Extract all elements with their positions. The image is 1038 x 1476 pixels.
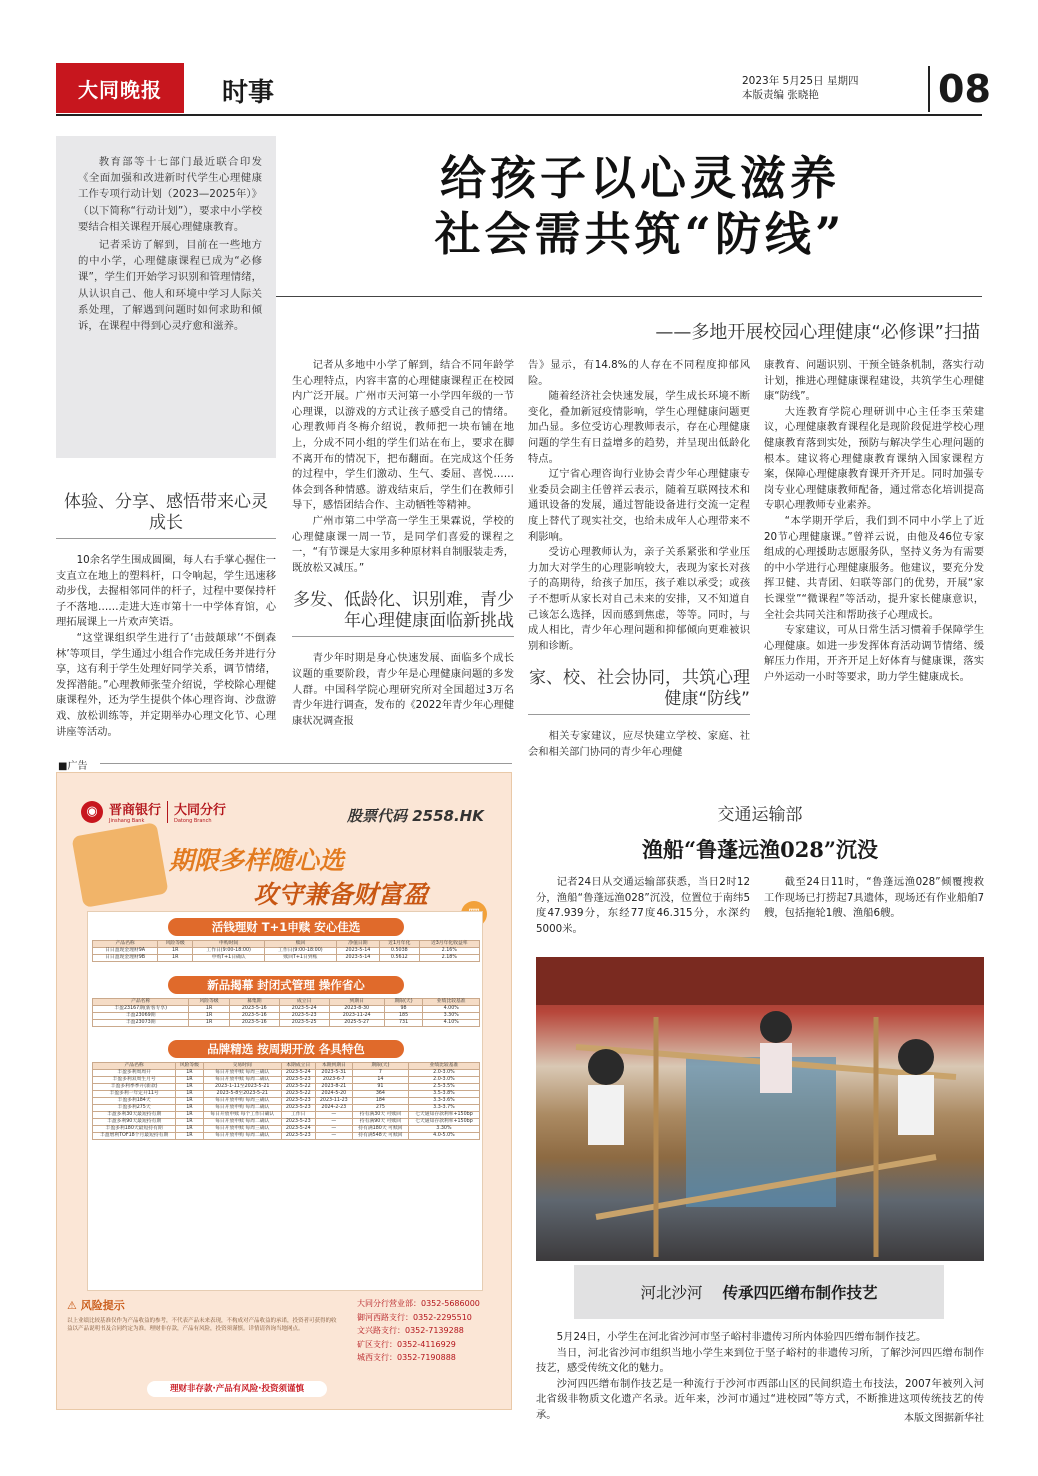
table-cell: 2023-5-23 bbox=[281, 1077, 315, 1084]
table-header-cell: 申购时间 bbox=[193, 941, 265, 948]
page-number: 08 bbox=[928, 66, 991, 112]
table-header-cell: 近1月年化 bbox=[380, 941, 420, 948]
table-cell: 2.5-3.5% bbox=[408, 1084, 479, 1091]
table-header-cell: 募集期 bbox=[229, 999, 279, 1006]
table-cell: 1R bbox=[189, 1020, 229, 1027]
table-cell: 91 bbox=[352, 1084, 408, 1091]
table-cell: 98 bbox=[384, 1006, 423, 1013]
table-cell: 2023-8-21 bbox=[315, 1084, 352, 1091]
table-row bbox=[93, 1112, 480, 1119]
article-paragraph: “这堂课组织学生进行了‘击鼓颠球’‘不倒森林’等项目，学生通过小组合作完成任务并进行分享，这有利于学生处理好同学关系，调节情绪，发挥潜能。”心理教师张莹介绍说，学校除心理健康课程外，还为学生提供个体心理咨询、沙盘游戏、放松训练等，并定期举办心理文化节、心理讲座等活动。 bbox=[56, 631, 276, 738]
table-cell: 2024-2-23 bbox=[315, 1105, 352, 1112]
table-row bbox=[93, 1133, 480, 1140]
table-cell: 持有满30天 可赎回 bbox=[352, 1112, 408, 1119]
table-cell: 0.5612 bbox=[380, 955, 420, 962]
bank-advertisement bbox=[56, 772, 512, 1410]
table-cell: 每日开放申赎 每周二确认 bbox=[203, 1119, 281, 1126]
table-header-cell: 业绩比较基准 bbox=[423, 999, 480, 1006]
table-cell: 2023-5-14 bbox=[336, 948, 379, 955]
warning-icon: ⚠ bbox=[67, 1299, 77, 1312]
table-cell: 2023-5-14 bbox=[336, 955, 379, 962]
table-cell: 2023-5-23 bbox=[281, 1119, 315, 1126]
date-line: 2023年 5月25日 星期四 bbox=[742, 75, 859, 87]
section-subhead: 家、校、社会协同，共筑心理健康“防线” bbox=[528, 668, 750, 715]
article-paragraph: 相关专家建议，应尽快建立学校、家庭、社会和相关部门协同的青少年心理健 bbox=[528, 730, 750, 758]
stock-code: 股票代码 2558.HK bbox=[347, 807, 484, 825]
contact-line: 文兴路支行：0352-7139288 bbox=[357, 1326, 464, 1335]
table-cell: 2023-5-16 bbox=[229, 1020, 279, 1027]
ad-slogan-1: 期限多样随心选 bbox=[169, 846, 345, 875]
table-cell: 1R bbox=[176, 1070, 203, 1077]
table-header-cell: 业绩比较基准 bbox=[408, 1063, 479, 1070]
table-cell: 1R bbox=[176, 1119, 203, 1126]
table-cell: 1R bbox=[189, 1013, 229, 1020]
issue-date bbox=[742, 74, 858, 102]
table-cell: 2.16% bbox=[419, 948, 479, 955]
table-cell: 日日盈现金理财9B bbox=[93, 955, 158, 962]
table-cell: 2.0-3.0% bbox=[408, 1077, 479, 1084]
story-paragraph: 沙河四匹缯布制作技艺是一种流行于沙河市西部山区的民间织造土布技法，2007年被列入河北省级非物质文化遗产名录。近年来，沙河市通过“进校园”等方式，不断推进这项传统技艺的传承。 bbox=[536, 1377, 984, 1421]
table-header-cell: 到期日 bbox=[329, 999, 384, 1006]
headline-rule bbox=[276, 296, 982, 297]
main-headline bbox=[300, 150, 980, 262]
news-column bbox=[764, 875, 984, 922]
table-cell: 3.3-3.7% bbox=[408, 1105, 479, 1112]
news-paragraph: 截至24日11时，“鲁蓬远渔028”倾覆搜救工作现场已打捞起7具遗体，现场还有作业船舶7艘，包括拖轮1艘、渔船6艘。 bbox=[764, 876, 984, 920]
article-paragraph: 辽宁省心理咨询行业协会青少年心理健康专业委员会副主任曾祥云表示，随着互联网技术和通讯设备的发展，通过智能设备进行交流一定程度上替代了现实社交，也给未成年人心理带来不利影响。 bbox=[528, 468, 750, 543]
editor-line: 本版责编 张晓艳 bbox=[742, 89, 819, 101]
section-subhead: 体验、分享、感悟带来心灵成长 bbox=[56, 492, 276, 539]
article-column-1 bbox=[56, 492, 276, 740]
table-cell: 丰盈23167期(新客专享) bbox=[93, 1006, 189, 1013]
table-header-cell: 产品名称 bbox=[93, 941, 158, 948]
table-cell: 1R bbox=[176, 1091, 203, 1098]
table-cell: 丰盈多利275天 bbox=[93, 1105, 176, 1112]
table-cell: 2023-5-31 bbox=[315, 1070, 352, 1077]
table-cell: 2023-5-23 bbox=[281, 1133, 315, 1140]
article-paragraph: 记者从多地中小学了解到，结合不同年龄学生心理特点，内容丰富的心理健康课程正在校园内广泛开展。广州市天河第一小学四年级的一节心理课，以游戏的方式让孩子感受自己的情绪。心理教师肖冬梅介绍说，教师把一块布铺在地上，分成不同小组的学生们站在布上，要求在脚不离开布的情况下，把布翻面。在完成这个任务的过程中，学生们激动、生气、委屈、喜悦……体会到各种情感。游戏结束后，学生们在教师引导下，感悟团结合作、主动牺牲等精神。 bbox=[292, 359, 514, 512]
risk-title: ⚠ 风险提示 bbox=[67, 1299, 125, 1312]
photo-story bbox=[536, 1330, 984, 1424]
table-cell: 4.00% bbox=[423, 1006, 480, 1013]
bank-name-en: Jinshang Bank bbox=[109, 818, 145, 824]
branch-name: 大同分行 bbox=[174, 803, 227, 818]
table-cell: 每日开放申购 每周二确认 bbox=[203, 1133, 281, 1140]
table-cell: 2023-1-11至2023-5-21 bbox=[203, 1084, 281, 1091]
intro-paragraph: 教育部等十七部门最近联合印发《全面加强和改进新时代学生心理健康工作专项行动计划（2023—2025年）》（以下简称“行动计划”），要求中小学校要结合相关课程开展心理健康教育。 bbox=[78, 156, 262, 233]
article-paragraph: 大连教育学院心理研训中心主任李玉荣建议，心理健康教育课程化是现阶段促进学校心理健康教育落到实处，预防与解决学生心理问题的根本。建议将心理健康教育课纳入国家课程方案，保障心理健康教育课开齐开足。同时加强专岗专业心理健康教师配备，通过常态化培训提高专职心理教师专业素养。 bbox=[764, 405, 984, 512]
table-header-cell: 净值日期 bbox=[336, 941, 379, 948]
table-row bbox=[93, 1070, 480, 1077]
ad-footer-slogan: 理财非存款·产品有风险·投资须谨慎 bbox=[147, 1381, 327, 1397]
table-cell: 2023-5-23 bbox=[281, 1105, 315, 1112]
table-cell: 2023-5-16 bbox=[229, 1013, 279, 1020]
article-paragraph: 广州市第二中学高一学生王果霖说，学校的心理健康课一周一节，是同学们喜爱的课程之一，“有节课是大家用多种原材料自制服装走秀，既放松又减压。” bbox=[292, 514, 514, 574]
table-cell: 丰盈23073期 bbox=[93, 1020, 189, 1027]
intro-paragraph: 记者采访了解到，目前在一些地方的中小学，心理健康课程已成为“必修课”，学生们开始学习识别和管理情绪，从认识自己、他人和环境中学习人际关系处理，了解遇到问题时如何求助和倾诉，在课程中得到心灵疗愈和滋养。 bbox=[78, 239, 262, 333]
table-cell: 丰盈23069期 bbox=[93, 1013, 189, 1020]
table-header-cell: 风险等级 bbox=[189, 999, 229, 1006]
article-paragraph: 随着经济社会快速发展，学生成长环境不断变化，叠加新冠疫情影响，学生心理健康问题更加凸显。多位受访心理教师表示，存在心理健康问题的学生有日益增多的趋势，并呈现出低龄化特点。 bbox=[528, 390, 750, 465]
product-tables bbox=[87, 911, 483, 1291]
table-cell: — bbox=[315, 1126, 352, 1133]
table-cell: 七天通知存款利率+150bp bbox=[408, 1119, 479, 1126]
section-subhead: 多发、低龄化、识别难，青少年心理健康面临新挑战 bbox=[292, 590, 514, 637]
story-paragraph: 当日，河北省沙河市组织当地小学生来到位于坚子峪村的非遗传习所，了解沙河四匹缯布制作技艺，感受传统文化的魅力。 bbox=[536, 1346, 984, 1375]
table-cell: 每日开放申赎 每个工作日确认 bbox=[203, 1112, 281, 1119]
table-cell: 1R bbox=[176, 1126, 203, 1133]
newspaper-logo: 大同晚报 bbox=[56, 63, 184, 113]
masthead-rule bbox=[56, 114, 982, 116]
table-cell: 364 bbox=[352, 1091, 408, 1098]
table-cell: 1R bbox=[176, 1112, 203, 1119]
article-column-3 bbox=[528, 358, 750, 760]
product-band: 活钱理财 T+1申赎 安心佳选 bbox=[168, 918, 404, 936]
photo-caption bbox=[574, 1265, 944, 1319]
table-row bbox=[93, 1105, 480, 1112]
table-cell: 丰盈多利一年定开11号 bbox=[93, 1091, 176, 1098]
news-headline: 渔船“鲁蓬远渔028”沉没 bbox=[642, 837, 878, 862]
table-cell: 2023-5-23 bbox=[281, 1098, 315, 1105]
table-cell: 每日开放申购 每周三确认 bbox=[203, 1098, 281, 1105]
article-paragraph: 专家建议，可从日常生活习惯着手保障学生心理健康。如进一步发挥体育活动调节情绪、缓解压力作用，开齐开足上好体育与健康课，落实户外运动一小时等要求，助力学生健康成长。 bbox=[764, 624, 984, 683]
table-cell: 丰盈多利双周生月号 bbox=[93, 1077, 176, 1084]
table-cell: 2023-5-22 bbox=[281, 1091, 315, 1098]
table-row bbox=[93, 1020, 480, 1027]
table-header-cell: 成立日 bbox=[279, 999, 329, 1006]
table-row bbox=[93, 1119, 480, 1126]
table-header-cell: 交易时间 bbox=[203, 1063, 281, 1070]
contact-line: 城西支行：0352-7190888 bbox=[357, 1353, 456, 1362]
table-cell: 工作日 bbox=[281, 1112, 315, 1119]
table-row bbox=[93, 1006, 480, 1013]
product-band: 品牌精选 按周期开放 各具特色 bbox=[168, 1040, 404, 1058]
table-cell: 每日开放申购 每周二确认 bbox=[203, 1105, 281, 1112]
table-header-cell: 风险等级 bbox=[158, 941, 193, 948]
risk-text: 以上业绩比较基准仅作为产品收益的参考，不代表产品未来表现，不构成对产品收益的承诺，投资者可获得的收益以产品说明书及合同约定为准。理财非存款，产品有风险，投资须谨慎。详情请咨询当地网点。 bbox=[67, 1318, 337, 1332]
news-kicker: 交通运输部 bbox=[717, 805, 803, 825]
risk-notice bbox=[67, 1297, 337, 1333]
sub-headline: ——多地开展校园心理健康“必修课”扫描 bbox=[655, 322, 980, 343]
table-cell: 3.3-3.6% bbox=[408, 1098, 479, 1105]
table-cell: 1R bbox=[176, 1077, 203, 1084]
table-row bbox=[93, 1091, 480, 1098]
table-row bbox=[93, 955, 480, 962]
table-cell: 持有满180天 可赎回 bbox=[352, 1126, 408, 1133]
table-cell: 2.0-3.0% bbox=[408, 1070, 479, 1077]
table-cell: 丰盈多利90天最短持有期 bbox=[93, 1119, 176, 1126]
section-title: 时事 bbox=[222, 78, 275, 108]
table-row bbox=[93, 1077, 480, 1084]
article-column-2 bbox=[292, 358, 514, 729]
table-cell: 2023-5-22 bbox=[281, 1084, 315, 1091]
bank-name: 晋商银行 bbox=[109, 803, 162, 818]
table-header-cell: 近3月年化收益率 bbox=[419, 941, 479, 948]
table-cell: 275 bbox=[352, 1105, 408, 1112]
table-row bbox=[93, 1126, 480, 1133]
table-cell: 2025-5-27 bbox=[329, 1020, 384, 1027]
table-header-cell: 赎回 bbox=[265, 941, 337, 948]
news-column bbox=[536, 875, 750, 937]
table-cell: 1R bbox=[158, 948, 193, 955]
table-cell: 1R bbox=[176, 1098, 203, 1105]
table-cell: 每日开放申赎 每周二确认 bbox=[203, 1077, 281, 1084]
story-paragraph: 5月24日，小学生在河北省沙河市坚子峪村非遗传习所内体验四匹缯布制作技艺。 bbox=[556, 1331, 927, 1343]
table-cell: 丰盈增利TOF18个月最短持有期 bbox=[93, 1133, 176, 1140]
article-column-4 bbox=[764, 358, 984, 685]
table-cell: 7 bbox=[352, 1070, 408, 1077]
table-cell: 工作日(9:00-18:00) bbox=[193, 948, 265, 955]
table-cell: 184 bbox=[352, 1098, 408, 1105]
table-cell: 2023-5-24 bbox=[281, 1070, 315, 1077]
product-table-2 bbox=[92, 998, 480, 1027]
article-paragraph: 10余名学生围成圆圈，每人右手掌心握住一支直立在地上的塑料杆，口令响起，学生迅速移动步伐，去握相邻同伴的杆子，过程中要保持杆子不落地……走进大连市第十一中学体育馆，心理拓展课上一片欢声笑语。 bbox=[56, 554, 276, 629]
product-band: 新品揭幕 封闭式管理 操作省心 bbox=[168, 976, 404, 994]
article-paragraph: 青少年时期是身心快速发展、面临多个成长议题的重要阶段，青少年是心理健康问题的多发人群。中国科学院心理研究所对全国超过3万名青少年进行调查，发布的《2022年青少年心理健康状况调查报 bbox=[292, 652, 514, 727]
table-cell: 申购T+1日确认 bbox=[193, 955, 265, 962]
table-cell: 1R bbox=[176, 1105, 203, 1112]
table-header-cell: 期限(天) bbox=[384, 999, 423, 1006]
photo-illustration bbox=[536, 957, 984, 1261]
table-cell: 2023-5-25 bbox=[279, 1020, 329, 1027]
table-cell: 丰盈多利184天 bbox=[93, 1098, 176, 1105]
headline-line: 给孩子以心灵滋养 bbox=[440, 151, 840, 205]
table-row bbox=[93, 1098, 480, 1105]
table-cell: 2.18% bbox=[419, 955, 479, 962]
weaving-photo bbox=[536, 957, 984, 1261]
table-cell: 3.30% bbox=[423, 1013, 480, 1020]
article-paragraph: 受访心理教师认为，亲子关系紧张和学业压力加大对学生的心理影响较大，表现为家长对孩子的高期待，给孩子加压，孩子难以承受；或孩子不想听从家长对自己未来的安排，又不知道自己该怎么选择，因而感到焦虑，等等。同时，与成人相比，青少年心理问题和抑郁倾向更难被识别和诊断。 bbox=[528, 546, 750, 652]
table-cell: 每日开放申赎 每周三确认 bbox=[203, 1126, 281, 1133]
table-cell: 丰盈多利180天最短持有期 bbox=[93, 1126, 176, 1133]
table-cell: — bbox=[315, 1133, 352, 1140]
table-cell: 1R bbox=[158, 955, 193, 962]
table-cell: 七天通知存款利率+150bp bbox=[408, 1112, 479, 1119]
table-cell: 4.0-5.0% bbox=[408, 1133, 479, 1140]
table-cell: 2023-5-8至2023-5-21 bbox=[203, 1091, 281, 1098]
table-cell: — bbox=[315, 1119, 352, 1126]
article-paragraph: “本学期开学后，我们到不同中小学上了近20节心理健康课。”曾祥云说，由他及46位专家组成的心理援助志愿服务队，坚持义务为有需要的中小学进行心理健康服务。他建议，要充分发挥卫健、共青团、妇联等部门的优势，开展“家长课堂”“微课程”等活动，提升家长健康意识，全社会共同关注和帮助孩子心理成长。 bbox=[764, 514, 984, 621]
table-cell: 丰盈多利季季开(新款) bbox=[93, 1084, 176, 1091]
table-cell: 3.5-3.8% bbox=[408, 1091, 479, 1098]
table-cell: 185 bbox=[384, 1013, 423, 1020]
table-header-cell: 本期成立日 bbox=[281, 1063, 315, 1070]
caption-place: 河北沙河 bbox=[640, 1284, 703, 1302]
product-table-1 bbox=[92, 940, 480, 962]
table-cell: 2023-11-23 bbox=[315, 1098, 352, 1105]
table-header-cell: 产品名称 bbox=[93, 1063, 176, 1070]
table-row bbox=[93, 948, 480, 955]
contact-line: 御河西路支行：0352-2295510 bbox=[357, 1312, 472, 1322]
table-header-cell: 风险等级 bbox=[176, 1063, 203, 1070]
table-cell: 持有满548天 可赎回 bbox=[352, 1133, 408, 1140]
table-row bbox=[93, 1013, 480, 1020]
table-cell: 2023-5-23 bbox=[279, 1013, 329, 1020]
table-cell: 1R bbox=[176, 1133, 203, 1140]
table-cell: 14 bbox=[352, 1077, 408, 1084]
contact-line: 矿区支行：0352-4116929 bbox=[357, 1339, 456, 1349]
photo-credit: 本版文图据新华社 bbox=[904, 1412, 984, 1424]
table-cell: 赎回T+1日到账 bbox=[265, 955, 337, 962]
table-cell: 丰盈多利周周开 bbox=[93, 1070, 176, 1077]
table-cell: 丰盈多利30天最短持有期 bbox=[93, 1112, 176, 1119]
table-header-cell: 期限(天) bbox=[352, 1063, 408, 1070]
caption-title: 传承四匹缯布制作技艺 bbox=[722, 1284, 878, 1302]
article-paragraph: 康教育、问题识别、干预全链条机制，落实行动计划，推进心理健康课程建设，共筑学生心理健康“防线”。 bbox=[764, 359, 984, 403]
news-paragraph: 记者24日从交通运输部获悉，当日2时12分，渔船“鲁蓬远渔028”沉没，位置位于南纬5度47.939分，东经77度46.315分，水深约5000米。 bbox=[536, 876, 750, 935]
headline-line: 社会需共筑“防线” bbox=[434, 207, 846, 261]
table-cell: 工作日(9:00-18:00) bbox=[265, 948, 337, 955]
table-cell: 2023-11-24 bbox=[329, 1013, 384, 1020]
table-cell: 2023-5-24 bbox=[281, 1126, 315, 1133]
table-cell: 4.10% bbox=[423, 1020, 480, 1027]
notebook-illustration bbox=[71, 822, 168, 908]
table-cell: 731 bbox=[384, 1020, 423, 1027]
table-cell: 每日开放申赎 每周三确认 bbox=[203, 1070, 281, 1077]
table-cell: 2023-8-30 bbox=[329, 1006, 384, 1013]
table-row bbox=[93, 1084, 480, 1091]
table-cell: — bbox=[315, 1112, 352, 1119]
ad-rule bbox=[100, 763, 512, 764]
ad-label: ■广告 bbox=[58, 761, 88, 772]
ad-slogan-2: 攻守兼备财富盈 bbox=[253, 880, 429, 909]
table-cell: 2023-6-7 bbox=[315, 1077, 352, 1084]
branch-contacts bbox=[357, 1297, 505, 1365]
bank-logo bbox=[81, 799, 226, 824]
table-cell: 2023-5-24 bbox=[279, 1006, 329, 1013]
intro-box bbox=[56, 136, 276, 458]
table-header-cell: 本期到期日 bbox=[315, 1063, 352, 1070]
table-cell: 1R bbox=[176, 1084, 203, 1091]
bank-logo-icon: ◉ bbox=[81, 801, 103, 823]
table-cell: 日日盈现金理财9A bbox=[93, 948, 158, 955]
table-cell: 0.5038 bbox=[380, 948, 420, 955]
table-cell: 持有满90天 可赎回 bbox=[352, 1119, 408, 1126]
table-header-cell: 产品名称 bbox=[93, 999, 189, 1006]
contact-line: 大同分行营业部：0352-5686000 bbox=[357, 1299, 480, 1308]
table-cell: 1R bbox=[189, 1006, 229, 1013]
article-paragraph: 告》显示，有14.8%的人存在不同程度抑郁风险。 bbox=[528, 359, 750, 387]
branch-name-en: Datong Branch bbox=[174, 818, 212, 824]
product-table-3 bbox=[92, 1062, 480, 1140]
table-cell: 2023-5-16 bbox=[229, 1006, 279, 1013]
table-cell: 2024-5-20 bbox=[315, 1091, 352, 1098]
table-cell: 3.30% bbox=[408, 1126, 479, 1133]
